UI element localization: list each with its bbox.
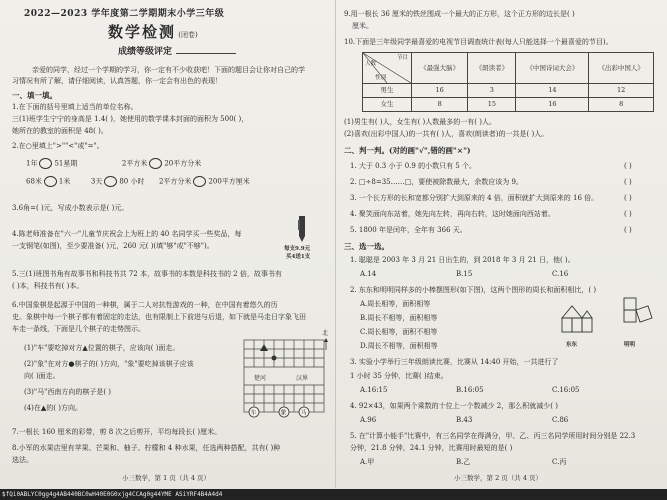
pen-icon	[292, 214, 314, 244]
q6-line-2: 史。象棋中每一个棋子都有着固定的走法，也有限制上下前进与后退，如下就是马走日字象飞田	[12, 313, 306, 321]
table-cell: 3	[468, 84, 516, 98]
choice-2-d[interactable]: D.周长不相等，面积相等	[360, 342, 438, 350]
q9-line-b: 厘米。	[352, 22, 373, 30]
table-col-header: 《朗读者》	[468, 53, 516, 84]
judge-3-answer[interactable]: ( )	[624, 194, 632, 202]
judge-4: 4. 聚笑面向东站着，她先向左转，再向右转，这时她面向西站着。	[350, 210, 555, 218]
choice-1-a[interactable]: A.14	[360, 270, 377, 278]
choice-5-c[interactable]: C.丙	[552, 458, 567, 466]
choice-3-a[interactable]: A.16:15	[360, 386, 388, 394]
table-corner-cell	[363, 53, 412, 84]
q7-line: 7.一根长 160 厘米的彩带，剪 8 次之后剪开，平均每段长( )厘米。	[12, 428, 222, 436]
q5-line-2: ( )本，科技书有( )本。	[12, 282, 84, 290]
q4-line-2: 一支钢笔(如图)，至少要准备( )元，260 元( )(填"够"或"不够")。	[12, 242, 214, 250]
pen-deal: 买4送1支	[286, 254, 311, 260]
choice-3-line-1: 3. 实验小学举行三年级朗读比赛，比赛从 14:40 开始，一共进行了	[350, 358, 559, 366]
choice-3-line-2: 1 小时 35 分钟，比赛( )结束。	[350, 372, 448, 380]
q1-line-1: 三(1)班学生宁宁的身高是 1.4( )，她使用的数学课本封面的面积为 500( )，	[12, 115, 249, 123]
choice-3-b[interactable]: B.16:05	[456, 386, 484, 394]
table-header-row	[363, 53, 654, 84]
compare-circle[interactable]	[193, 176, 206, 187]
year-line: 2022—2023 学年度第二学期期末小学三年级	[24, 9, 225, 19]
piece-ma: 马	[300, 409, 307, 417]
compare-circle[interactable]	[104, 176, 117, 187]
choice-5-a[interactable]: A.甲	[360, 458, 375, 466]
q10-part-1: (1)男生有( )人，女生有( )人数最多的一有( )人。	[344, 118, 496, 126]
north-arrow-icon	[322, 338, 330, 350]
q2-b: 51星期	[54, 159, 78, 168]
piece-ju: 车	[250, 409, 257, 417]
q1-stem: 1.在下面的括号里填上适当的单位名称。	[12, 103, 138, 111]
q6-part-2: (2)"象"在对方●棋子的( )方向，"象"要吃掉该棋子应该	[24, 360, 194, 368]
choice-5-b[interactable]: B.乙	[456, 458, 471, 466]
north-label: 北	[322, 330, 329, 337]
q6-part-4: (4)在▲的( )方向。	[24, 404, 82, 412]
table-cell: 16	[516, 98, 589, 112]
choice-2: 2. 东东和明明同样多的小棒摆图形(如下图)，这两个图形的周长和面积相比，( )	[350, 286, 597, 294]
q2-f: 1米	[58, 177, 71, 186]
q2-g: 3天	[90, 177, 103, 186]
choice-4: 4. 92×43，如果两个乘数的十位上一个数减少 2，那么积就减少( )	[350, 402, 558, 410]
q8-line-2: 选法。	[12, 456, 33, 464]
choice-1-b[interactable]: B.15	[456, 270, 473, 278]
page-2-footer: 小三数学，第 2 页（共 4 页）	[454, 474, 543, 482]
grade-label: 成绩等级评定	[118, 47, 173, 57]
page-divider	[335, 0, 336, 488]
compare-circle[interactable]	[149, 158, 162, 169]
intro-line-2: 习情况有所了解，请仔细阅读，认真答题，你一定会有出色的表现！	[12, 77, 222, 85]
table-cell: 15	[468, 98, 516, 112]
choice-1: 1. 聪聪是 2003 年 3 月 21 日出生的，到 2018 年 3 月 21 日，他( )。	[350, 256, 575, 264]
q2-d: 20平方分米	[164, 159, 202, 168]
figure-dongdong-label: 东东	[566, 342, 578, 348]
q2-i: 2平方分米	[158, 177, 192, 186]
q2-a: 1年	[26, 159, 38, 168]
q5-line-1: 5.三(1)班图书角有故事书和科技书共 72 本，故事书的本数是科技书的 2 倍，故事书有	[12, 270, 282, 278]
figure-mingming-label: 明明	[624, 342, 636, 348]
table-row	[363, 98, 654, 112]
choice-5-line-1: 5. 在"计算小能手"比赛中，有三名同学在得满分，甲、乙、丙三名同学所用时间分别是 22.3	[350, 432, 636, 440]
judge-1-answer[interactable]: ( )	[624, 162, 632, 170]
choice-2-a[interactable]: A.周长相等，面积相等	[360, 300, 431, 308]
target-triangle	[260, 344, 268, 351]
q2-j: 200平方厘米	[208, 177, 250, 186]
page-2	[338, 4, 663, 488]
q4-line-1: 4.陈老师准备在"六一"儿童节庆祝会上为班上的 40 名同学买一些奖品，每	[12, 230, 242, 238]
row-label: 男生	[363, 84, 412, 98]
judge-4-answer[interactable]: ( )	[624, 210, 632, 218]
q3-line: 3.6角=( )元，写成小数表示是( )元。	[12, 204, 129, 212]
q10-line: 10.下面是三年级同学最喜爱的电视节目调查统计表(每人只能选择一个最喜爱的节目)。	[344, 38, 613, 46]
table-row	[363, 84, 654, 98]
board-river-right: 汉界	[296, 375, 309, 382]
target-dot	[272, 356, 277, 361]
page-1-footer: 小三数学，第 1 页（共 4 页）	[122, 474, 211, 482]
table-cell: 8	[589, 98, 654, 112]
compare-circle[interactable]	[44, 176, 57, 187]
grade-blank[interactable]	[176, 53, 236, 54]
choice-2-b[interactable]: B.周长不相等，面积相等	[360, 314, 438, 322]
section-3-heading: 三、选一选。	[344, 242, 389, 251]
piece-xiang: 象	[280, 409, 287, 417]
pen-price: 每支9.9元	[284, 246, 311, 252]
choice-3-c[interactable]: C.16:05	[552, 386, 580, 394]
section-2-heading: 二、判一判。(对的画"√",错的画"×")	[344, 146, 471, 155]
choice-4-c[interactable]: C.86	[552, 416, 569, 424]
q6-part-1: (1)"车"要吃掉对方▲位置的棋子，应该向( )面走。	[24, 344, 180, 352]
judge-3: 3. 一个长方形的长和宽都分别扩大到原来的 4 倍，面积就扩大到原来的 16 倍。	[350, 194, 599, 202]
q6-line-3: 车走一条线，下面是几个棋子的走势图示。	[12, 325, 145, 333]
choice-5-line-2: 分钟，21.8 分钟，24.1 分钟，比赛用时最短的是( )	[350, 444, 513, 452]
table-cell: 14	[516, 84, 589, 98]
q1-line-2: 她所在的教室的面积是 48( )。	[12, 127, 108, 135]
compare-circle[interactable]	[39, 158, 52, 169]
board-river-left: 楚河	[254, 375, 267, 382]
figure-dongdong	[558, 302, 598, 346]
chess-board	[240, 336, 332, 424]
table-cell: 8	[412, 98, 468, 112]
q2-row-2	[26, 176, 250, 187]
judge-2: 2. □÷8=35……□，要使被除数最大，余数应该为 9。	[350, 178, 523, 186]
choice-2-c[interactable]: C.周长相等，面积不相等	[360, 328, 438, 336]
choice-1-c[interactable]: C.16	[552, 270, 569, 278]
table-col-header: 《出彩中国人》	[589, 53, 654, 84]
intro-line-1: 亲爱的同学，经过一个学期的学习，你一定有不少收获吧！下面的题目会让你对自己的学	[32, 66, 305, 74]
table-col-header: 《中国诗词大会》	[516, 53, 589, 84]
scan-watermark-strip: $fQi0ABLYC0gg4g4AB440BC0wH40E0G0xjg4CCAg0g44YME ASiYRF4B4A4d4	[0, 489, 667, 500]
choice-4-b[interactable]: B.43	[456, 416, 473, 424]
judge-1: 1. 大于 0.3 小于 0.9 的小数只有 5 个。	[350, 162, 476, 170]
corner-sex-label: 性别	[375, 74, 387, 81]
q9-line: 9.用一根长 36 厘米的铁丝围成一个最大的正方形，这个正方形的边长是( )	[344, 10, 575, 18]
judge-2-answer[interactable]: ( )	[624, 178, 632, 186]
q2-e: 68米	[26, 177, 42, 186]
table-col-header: 《最强大脑》	[412, 53, 468, 84]
q6-line-1: 6.中国象棋是起源于中国的一种棋，属于二人对抗性游戏的一种，在中国有着悠久的历	[12, 301, 278, 309]
title-block	[108, 22, 198, 42]
q2-row-1	[26, 158, 201, 169]
title-note: (闭卷)	[178, 31, 198, 39]
judge-5-answer[interactable]: ( )	[624, 226, 632, 234]
q10-part-2: (2)喜欢(出彩中国人)的一共有( )人，喜欢(朗读者)的一共是( )人。	[344, 130, 549, 138]
page-1	[4, 4, 334, 488]
q2-c: 2平方米	[121, 159, 148, 168]
row-label: 女生	[363, 98, 412, 112]
figure-mingming	[618, 294, 658, 344]
survey-table	[362, 52, 654, 112]
choice-4-a[interactable]: A.96	[360, 416, 377, 424]
table-cell: 12	[589, 84, 654, 98]
q2-stem: 2.在○里填上">""<"或"="。	[12, 142, 104, 150]
corner-left-label: 人数	[365, 61, 377, 67]
q8-line-1: 8.小军的水果店里有苹果、芒果和、柚子、柠檬和 4 种水果，任选两种搭配，共有( )种	[12, 444, 281, 452]
judge-5: 5. 1800 年是闰年，全年有 366 天。	[350, 226, 467, 234]
page-title: 数学检测	[108, 23, 177, 41]
section-1-heading: 一、填一填。	[12, 91, 57, 100]
table-cell: 16	[412, 84, 468, 98]
corner-top-label: 节目	[396, 55, 408, 61]
q2-h: 80 小时	[119, 177, 145, 186]
q6-part-3: (3)"马"西南方向的棋子是( )	[24, 388, 112, 396]
q6-part-2b: 向( )面走。	[24, 372, 60, 380]
